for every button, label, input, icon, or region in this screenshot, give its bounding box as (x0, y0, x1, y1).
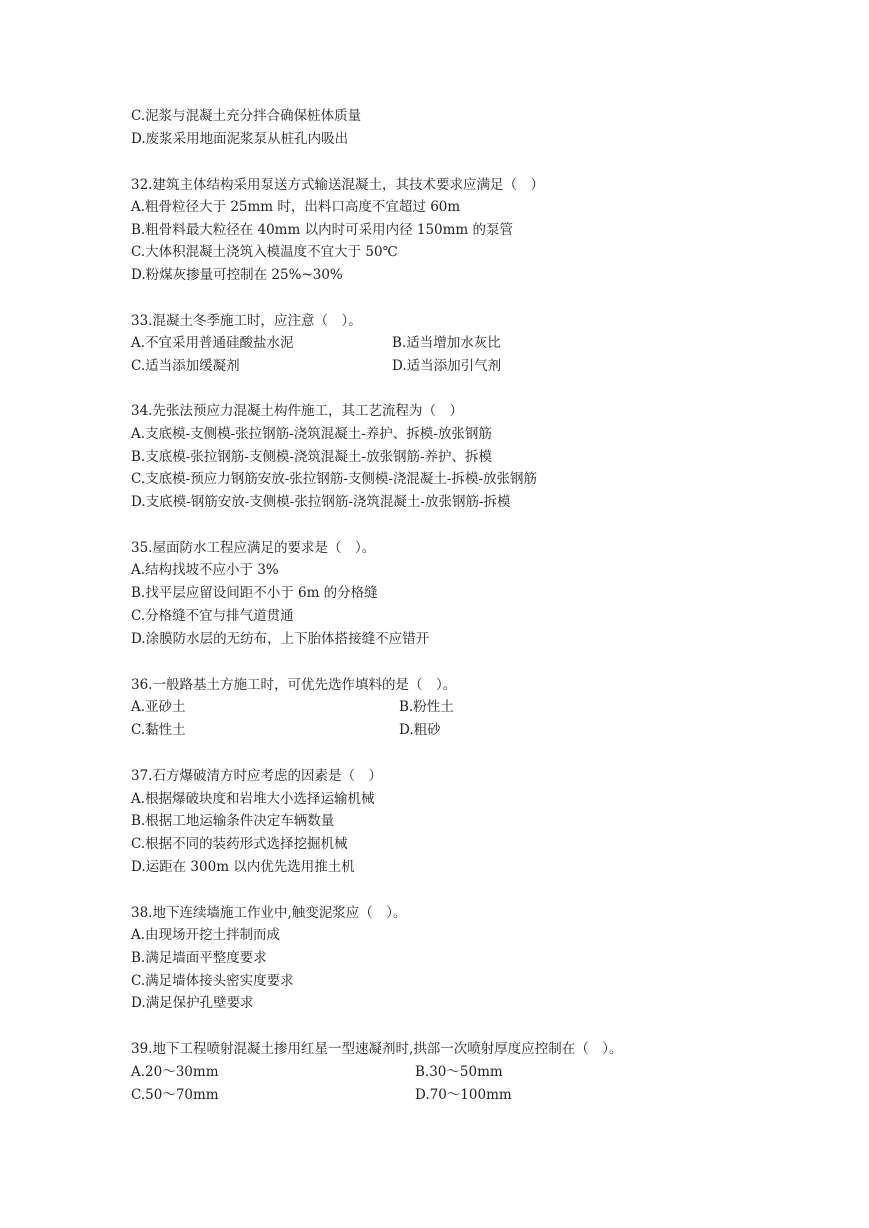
option-b: B.适当增加水灰比 (392, 335, 501, 351)
question-37-stem: 37.石方爆破清方时应考虑的因素是（ ） (131, 768, 382, 784)
option-b: B.粉性土 (399, 699, 454, 715)
option-c: C.适当添加缓凝剂 (131, 358, 240, 374)
option-a: A.结构找坡不应小于 3% (131, 562, 279, 578)
option-c: C.满足墙体接头密实度要求 (131, 973, 294, 989)
option-b: B.支底模-张拉钢筋-支侧模-浇筑混凝土-放张钢筋-养护、拆模 (131, 449, 493, 465)
option-c: C.泥浆与混凝土充分拌合确保桩体质量 (131, 108, 362, 124)
option-d: D.70～100mm (415, 1087, 512, 1103)
option-d: D.适当添加引气剂 (392, 358, 502, 374)
option-c: C.分格缝不宜与排气道贯通 (131, 608, 294, 624)
option-b: B.满足墙面平整度要求 (131, 950, 267, 966)
option-d: D.涂膜防水层的无纺布，上下胎体搭接缝不应错开 (131, 631, 430, 647)
option-d: D.粉煤灰掺量可控制在 25%~30% (131, 267, 343, 283)
option-a: A.粗骨粒径大于 25mm 时，出料口高度不宜超过 60m (131, 199, 461, 215)
option-c: C.大体积混凝土浇筑入模温度不宜大于 50℃ (131, 244, 398, 260)
option-b: B.根据工地运输条件决定车辆数量 (131, 813, 335, 829)
question-36-stem: 36.一般路基土方施工时，可优先选作填料的是（ ）。 (131, 677, 457, 693)
option-c: C.根据不同的装药形式选择挖掘机械 (131, 836, 348, 852)
option-a: A.支底模-支侧模-张拉钢筋-浇筑混凝土-养护、拆模-放张钢筋 (131, 426, 492, 442)
option-d: D.运距在 300m 以内优先选用推土机 (131, 859, 355, 875)
option-d: D.满足保护孔壁要求 (131, 995, 254, 1011)
option-a: A.根据爆破块度和岩堆大小选择运输机械 (131, 791, 375, 807)
question-32-stem: 32.建筑主体结构采用泵送方式输送混凝土，其技术要求应满足（ ） (131, 177, 544, 193)
question-33-stem: 33.混凝土冬季施工时，应注意（ ）。 (131, 313, 362, 329)
option-d: D.粗砂 (399, 722, 441, 738)
option-b: B.30～50mm (415, 1064, 503, 1080)
option-c: C.支底模-预应力钢筋安放-张拉钢筋-支侧模-浇混凝土-拆模-放张钢筋 (131, 471, 538, 487)
option-b: B.找平层应留设间距不小于 6m 的分格缝 (131, 585, 378, 601)
option-c: C.黏性土 (131, 722, 186, 738)
option-b: B.粗骨料最大粒径在 40mm 以内时可采用内径 150mm 的泵管 (131, 222, 514, 238)
option-c: C.50～70mm (131, 1087, 219, 1103)
option-a: A.亚砂土 (131, 699, 186, 715)
question-34-stem: 34.先张法预应力混凝土构件施工，其工艺流程为（ ） (131, 403, 463, 419)
question-38-stem: 38.地下连续墙施工作业中,触变泥浆应（ ）。 (131, 905, 407, 921)
option-d: D.支底模-钢筋安放-支侧模-张拉钢筋-浇筑混凝土-放张钢筋-拆模 (131, 494, 511, 510)
option-a: A.由现场开挖土拌制而成 (131, 927, 281, 943)
option-d: D.废浆采用地面泥浆泵从桩孔内吸出 (131, 131, 349, 147)
question-35-stem: 35.屋面防水工程应满足的要求是（ ）。 (131, 540, 376, 556)
option-a: A.20～30mm (131, 1064, 219, 1080)
option-a: A.不宜采用普通硅酸盐水泥 (131, 335, 294, 351)
question-39-stem: 39.地下工程喷射混凝土掺用红星一型速凝剂时,拱部一次喷射厚度应控制在（ ）。 (131, 1041, 623, 1057)
